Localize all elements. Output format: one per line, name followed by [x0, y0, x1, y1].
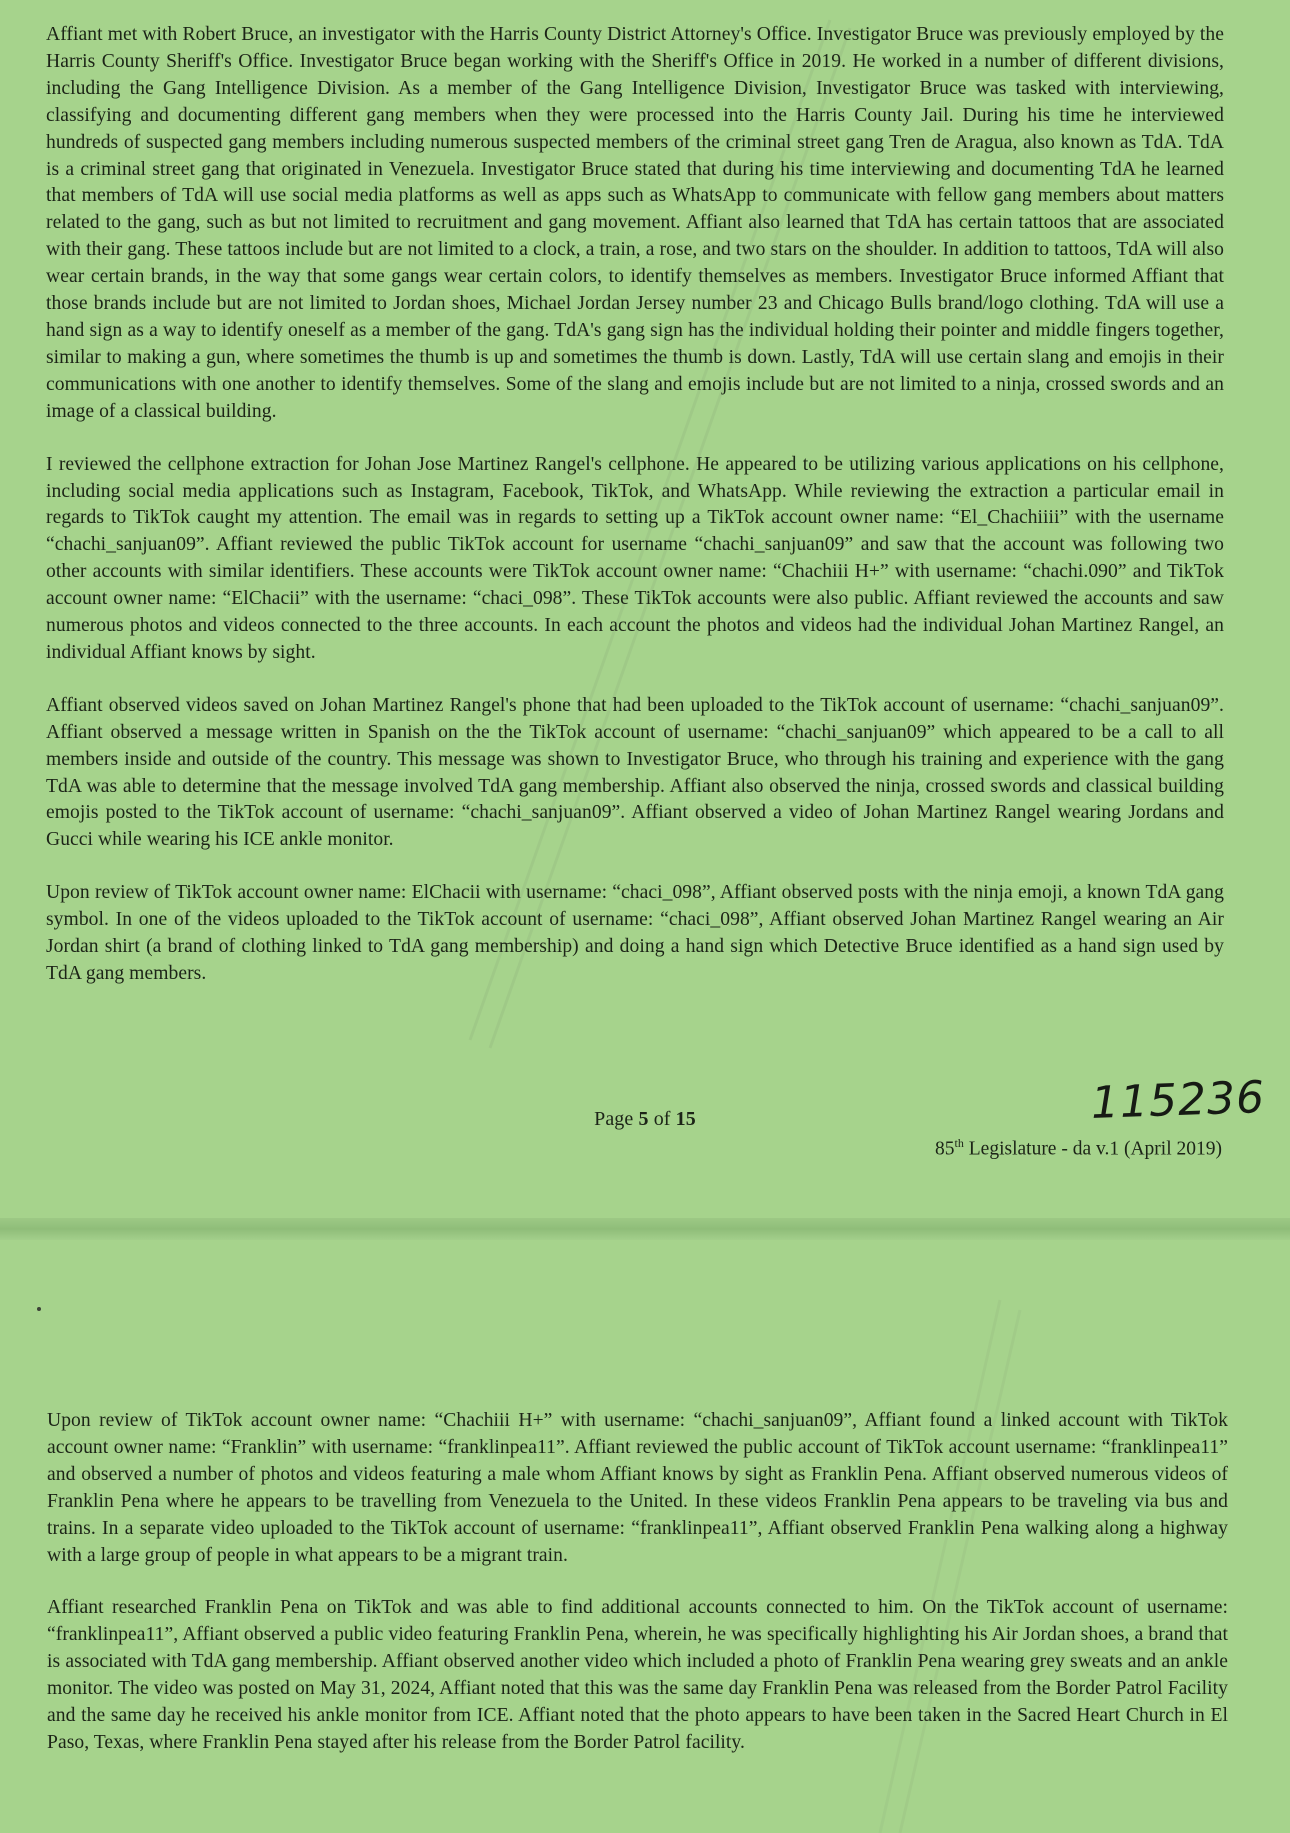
page-total: 15	[675, 1108, 696, 1130]
page-prefix: Page	[594, 1108, 639, 1130]
page-of: of	[648, 1108, 676, 1130]
stray-mark	[37, 1307, 41, 1311]
page-divider	[0, 1218, 1290, 1240]
paragraph-6: Affiant researched Franklin Pena on TikTok and was able to find additional accounts connected to him. On the TikTok account of username: “franklinpea11”, Affiant observed a public video featuring Franklin Pena, wherein, he was specifically highlighting his Air Jordan shoes, a brand that is associated with TdA gang membership. Affiant observed another video which included a photo of Franklin Pena wearing grey sweats and an ankle monitor. The video was posted on May 31, 2024, Affiant noted that this was the same day Franklin Pena was released from the Border Patrol Facility and the same day he received his ankle monitor from ICE. Affiant noted that the photo appears to have been taken in the Sacred Heart Church in El Paso, Texas, where Franklin Pena stayed after his release from the Border Patrol facility.	[47, 1597, 1228, 1753]
paragraph-1: Affiant met with Robert Bruce, an investigator with the Harris County District Attorney's Office. Investigator Bruce was previously employed by the Harris County Sheriff's Office. Investigator Bruce began working with the Sheriff's Office in 2019. He worked in a number of different divisions, including the Gang Intelligence Division. As a member of the Gang Intelligence Division, Investigator Bruce was tasked with interviewing, classifying and documenting different gang members when they were processed into the Harris County Jail. During his time he interviewed hundreds of suspected gang members including numerous suspected members of the criminal street gang Tren de Aragua, also known as TdA. TdA is a criminal street gang that originated in Venezuela. Investigator Bruce stated that during his time interviewing and documenting TdA he learned that members of TdA will use social media platforms as well as apps such as WhatsApp to communicate with fellow gang members about matters related to the gang, such as but not limited to recruitment and gang movement. Affiant also learned that TdA has certain tattoos that are associated with their gang. These tattoos include but are not limited to a clock, a train, a rose, and two stars on the shoulder. In addition to tattoos, TdA will also wear certain brands, in the way that some gangs wear certain colors, to identify themselves as members. Investigator Bruce informed Affiant that those brands include but are not limited to Jordan shoes, Michael Jordan Jersey number 23 and Chicago Bulls brand/logo clothing. TdA will use a hand sign as a way to identify oneself as a member of the gang. TdA's gang sign has the individual holding their pointer and middle fingers together, similar to making a gun, where sometimes the thumb is up and sometimes the thumb is down. Lastly, TdA will use certain slang and emojis in their communications with one another to identify themselves. Some of the slang and emojis include but are not limited to a ninja, crossed swords and an image of a classical building.	[46, 24, 1224, 422]
paragraph-4: Upon review of TikTok account owner name: ElChacii with username: “chaci_098”, Affiant observed posts with the ninja emoji, a known TdA gang symbol. In one of the videos uploaded to the TikTok account of username: “chaci_098”, Affiant observed Johan Martinez Rangel wearing an Air Jordan shirt (a brand of clothing linked to TdA gang membership) and doing a hand sign which Detective Bruce identified as a hand sign used by TdA gang members.	[46, 882, 1224, 984]
paragraph-5: Upon review of TikTok account owner name: “Chachiii H+” with username: “chachi_sanjuan09”, Affiant found a linked account with TikTok account owner name: “Franklin” with username: “franklinpea11”. Affiant reviewed the public account of TikTok account username: “franklinpea11” and observed a number of photos and videos featuring a male whom Affiant knows by sight as Franklin Pena. Affiant observed numerous videos of Franklin Pena where he appears to be travelling from Venezuela to the United. In these videos Franklin Pena appears to be traveling via bus and trains. In a separate video uploaded to the TikTok account of username: “franklinpea11”, Affiant observed Franklin Pena walking along a highway with a large group of people in what appears to be a migrant train.	[47, 1410, 1228, 1566]
legislature-suffix: Legislature - da v.1 (April 2019)	[963, 1138, 1222, 1160]
page-current: 5	[638, 1108, 649, 1130]
handwritten-number: 115236	[1090, 1071, 1266, 1130]
paragraph-2: I reviewed the cellphone extraction for Johan Jose Martinez Rangel's cellphone. He appeared to be utilizing various applications on his cellphone, including social media applications such as Instagram, Facebook, TikTok, and WhatsApp. While reviewing the extraction a particular email in regards to TikTok caught my attention. The email was in regards to setting up a TikTok account owner name: “El_Chachiiii” with the username “chachi_sanjuan09”. Affiant reviewed the public TikTok account for username “chachi_sanjuan09” and saw that the account was following two other accounts with similar identifiers. These accounts were TikTok account owner name: “Chachiii H+” with username: “chachi.090” and TikTok account owner name: “ElChacii” with the username: “chaci_098”. These TikTok accounts were also public. Affiant reviewed the accounts and saw numerous photos and videos connected to the three accounts. In each account the photos and videos had the individual Johan Martinez Rangel, an individual Affiant knows by sight.	[46, 453, 1224, 663]
document-page-bottom	[0, 1240, 1290, 1833]
legislature-prefix: 85	[935, 1138, 955, 1160]
page-number	[0, 1108, 1290, 1131]
legislature-sup: th	[954, 1136, 964, 1150]
paragraph-3: Affiant observed videos saved on Johan Martinez Rangel's phone that had been uploaded to the TikTok account of username: “chachi_sanjuan09”. Affiant observed a message written in Spanish on the the TikTok account of username: “chachi_sanjuan09” which appeared to be a call to all members inside and outside of the country. This message was shown to Investigator Bruce, who through his training and experience with the gang TdA was able to determine that the message involved TdA gang membership. Affiant also observed the ninja, crossed swords and classical building emojis posted to the TikTok account of username: “chachi_sanjuan09”. Affiant observed a video of Johan Martinez Rangel wearing Jordans and Gucci while wearing his ICE ankle monitor.	[46, 694, 1224, 851]
legislature-footer	[935, 1136, 1222, 1161]
